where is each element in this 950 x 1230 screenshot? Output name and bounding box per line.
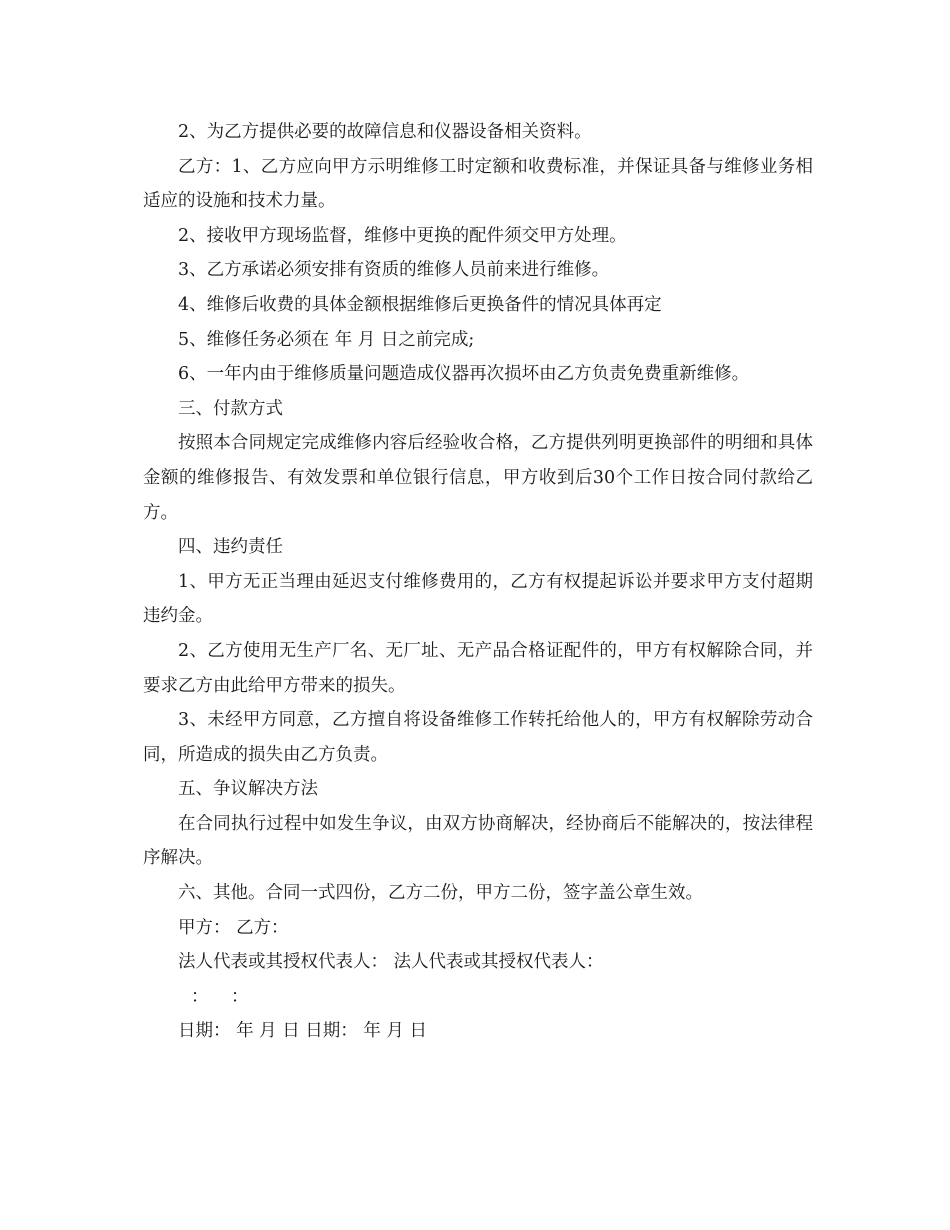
clause-dispute: 在合同执行过程中如发生争议，由双方协商解决，经协商后不能解决的，按法律程序解决。	[143, 813, 813, 869]
clause-payment: 按照本合同规定完成维修内容后经验收合格，乙方提供列明更换部件的明细和具体金额的维修报告、有效发票和单位银行信息，甲方收到后30个工作日按合同付款给乙方。	[143, 433, 813, 523]
section-heading-liability: 四、违约责任	[178, 537, 283, 558]
signature-date-line: 日期： 年 月 日 日期： 年 月 日	[178, 1021, 427, 1042]
clause-party-b-5: 5、维修任务必须在 年 月 日之前完成;	[178, 329, 475, 350]
clause-liability-1: 1、甲方无正当理由延迟支付维修费用的，乙方有权提起诉讼并要求甲方支付超期违约金。	[143, 571, 813, 627]
clause-party-b-2: 2、接收甲方现场监督，维修中更换的配件须交甲方处理。	[178, 225, 627, 246]
clause-party-b-4: 4、维修后收费的具体金额根据维修后更换备件的情况具体再定	[178, 294, 662, 315]
signature-blanks	[143, 980, 813, 1015]
clause-party-b-6: 6、一年内由于维修质量问题造成仪器再次损坏由乙方负责免费重新维修。	[178, 364, 750, 385]
section-heading-payment: 三、付款方式	[178, 398, 283, 419]
clause-liability-2: 2、乙方使用无生产厂名、无厂址、无产品合格证配件的，甲方有权解除合同，并要求乙方由此给甲方带来的损失。	[143, 640, 813, 696]
clause-liability-3: 3、未经甲方同意，乙方擅自将设备维修工作转托给他人的，甲方有权解除劳动合同，所造成的损失由乙方负责。	[143, 710, 813, 765]
signature-representatives: 法人代表或其授权代表人： 法人代表或其授权代表人：	[178, 952, 604, 973]
section-heading-dispute: 五、争议解决方法	[178, 779, 318, 800]
clause-party-a-provide-info: 2、为乙方提供必要的故障信息和仪器设备相关资料。	[178, 122, 592, 142]
clause-other: 六、其他。合同一式四份，乙方二份，甲方二份，签字盖公章生效。	[178, 883, 703, 904]
clause-party-b-3: 3、乙方承诺必须安排有资质的维修人员前来进行维修。	[178, 260, 610, 281]
clause-party-b-1: 乙方：1、乙方应向甲方示明维修工时定额和收费标准，并保证具备与维修业务相适应的设施和技术力量。	[143, 156, 813, 212]
signature-colon-b: ：	[231, 986, 249, 1007]
signature-colon-a: ：	[191, 986, 209, 1007]
document-page	[143, 115, 813, 1049]
signature-parties: 甲方： 乙方：	[178, 917, 289, 938]
